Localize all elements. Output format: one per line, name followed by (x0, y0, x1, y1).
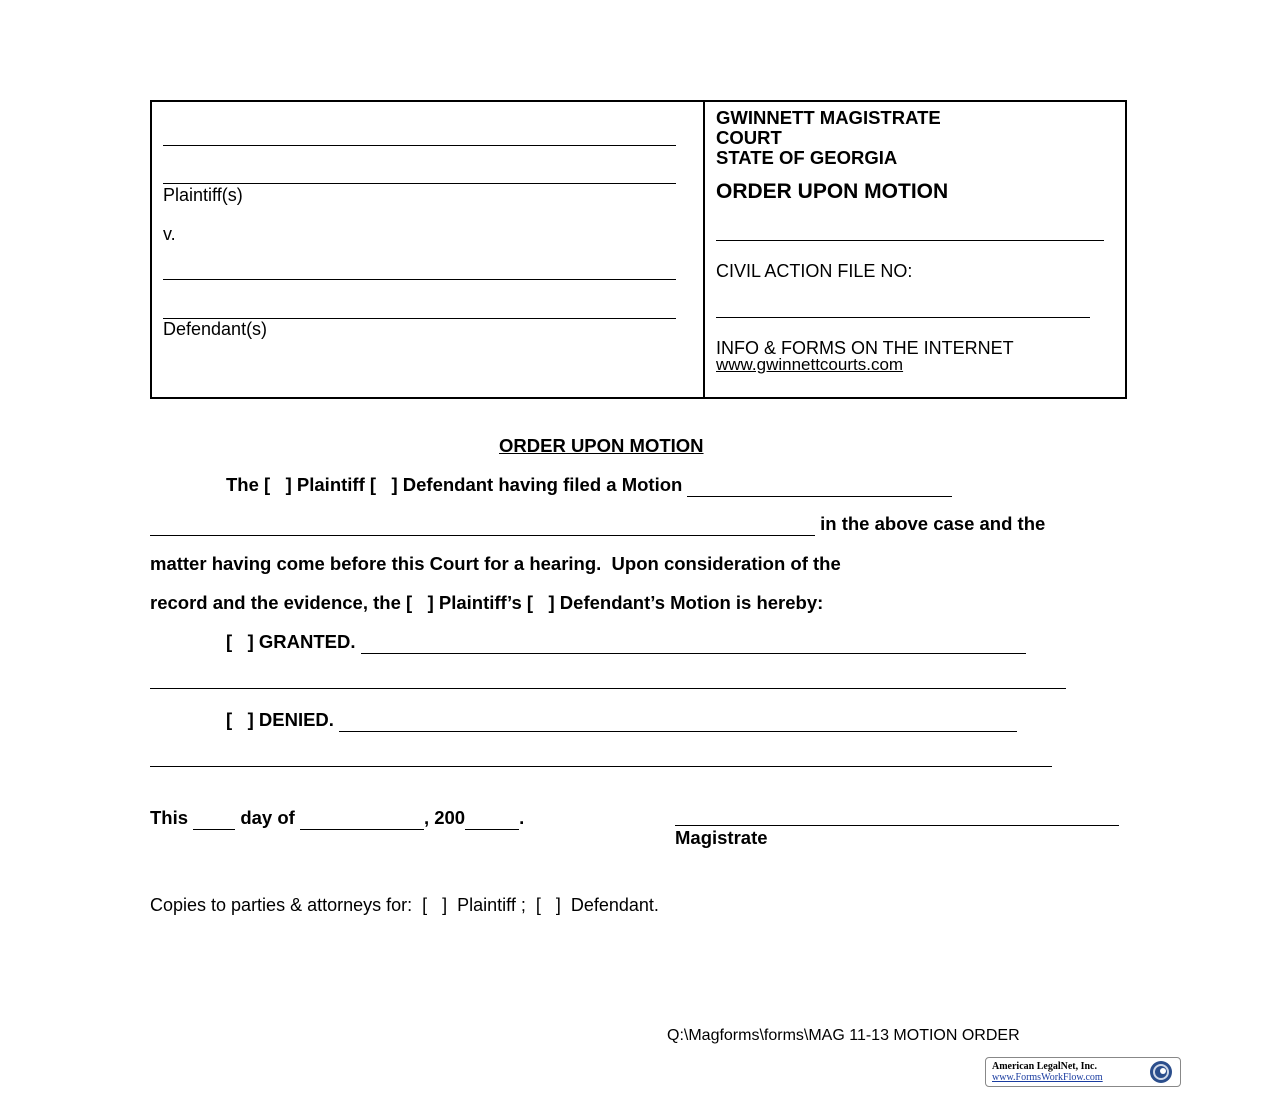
denied-field[interactable] (339, 709, 1017, 732)
form-title-line[interactable] (716, 240, 1104, 241)
date-end: . (519, 807, 525, 828)
motion-field[interactable] (687, 474, 952, 497)
civil-action-line[interactable] (716, 317, 1090, 318)
granted-row (226, 631, 1026, 654)
date-row (150, 807, 524, 830)
body-line-2-text: in the above case and the (820, 513, 1046, 534)
versus-label: v. (163, 224, 176, 244)
copies-line: Copies to parties & attorneys for: [ ] Plaintiff ; [ ] Defendant. (150, 895, 659, 915)
body-line-1-text: The [ ] Plaintiff [ ] Defendant having filed a Motion (226, 474, 683, 495)
logo-url: www.FormsWorkFlow.com (992, 1072, 1103, 1083)
month-field[interactable] (300, 807, 424, 830)
american-legalnet-logo[interactable] (985, 1057, 1181, 1087)
body-line-2 (150, 513, 1045, 536)
plaintiff-line-1[interactable] (163, 145, 676, 146)
logo-company: American LegalNet, Inc. (992, 1061, 1097, 1072)
defendant-line-1[interactable] (163, 279, 676, 280)
granted-line-2[interactable] (150, 688, 1066, 689)
body-line-1 (226, 474, 952, 497)
date-this: This (150, 807, 189, 828)
body-line-4: record and the evidence, the [ ] Plaintiff’s [ ] Defendant’s Motion is hereby: (150, 592, 824, 613)
granted-option[interactable]: [ ] GRANTED. (226, 631, 356, 652)
date-year: , 200 (423, 807, 466, 828)
plaintiff-label: Plaintiff(s) (163, 185, 243, 205)
file-path: Q:\Magforms\forms\MAG 11-13 MOTION ORDER (667, 1027, 1020, 1044)
court-name-2: COURT (716, 127, 782, 148)
date-day-of: day of (240, 807, 295, 828)
website-link[interactable]: www.gwinnettcourts.com (716, 355, 904, 374)
day-field[interactable] (193, 807, 235, 830)
year-field[interactable] (465, 807, 519, 830)
civil-action-label: CIVIL ACTION FILE NO: (716, 261, 913, 281)
magistrate-label: Magistrate (675, 827, 768, 848)
granted-field[interactable] (361, 631, 1026, 654)
body-line-3: matter having come before this Court for a hearing. Upon consideration of the (150, 553, 841, 574)
defendant-label: Defendant(s) (163, 319, 268, 339)
denied-row (226, 709, 1017, 732)
info-label: INFO & FORMS ON THE INTERNET (716, 338, 1014, 358)
court-name-1: GWINNETT MAGISTRATE (716, 107, 941, 128)
court-state: STATE OF GEORGIA (716, 147, 898, 168)
caption-divider (703, 100, 705, 397)
denied-line-2[interactable] (150, 766, 1052, 767)
form-title: ORDER UPON MOTION (716, 180, 949, 203)
denied-option[interactable]: [ ] DENIED. (226, 709, 334, 730)
plaintiff-line-2[interactable] (163, 183, 676, 184)
order-title: ORDER UPON MOTION (499, 435, 704, 456)
magistrate-signature-line[interactable] (675, 825, 1119, 826)
motion-field-continued[interactable] (150, 513, 815, 536)
globe-logo-icon (1144, 1059, 1178, 1085)
